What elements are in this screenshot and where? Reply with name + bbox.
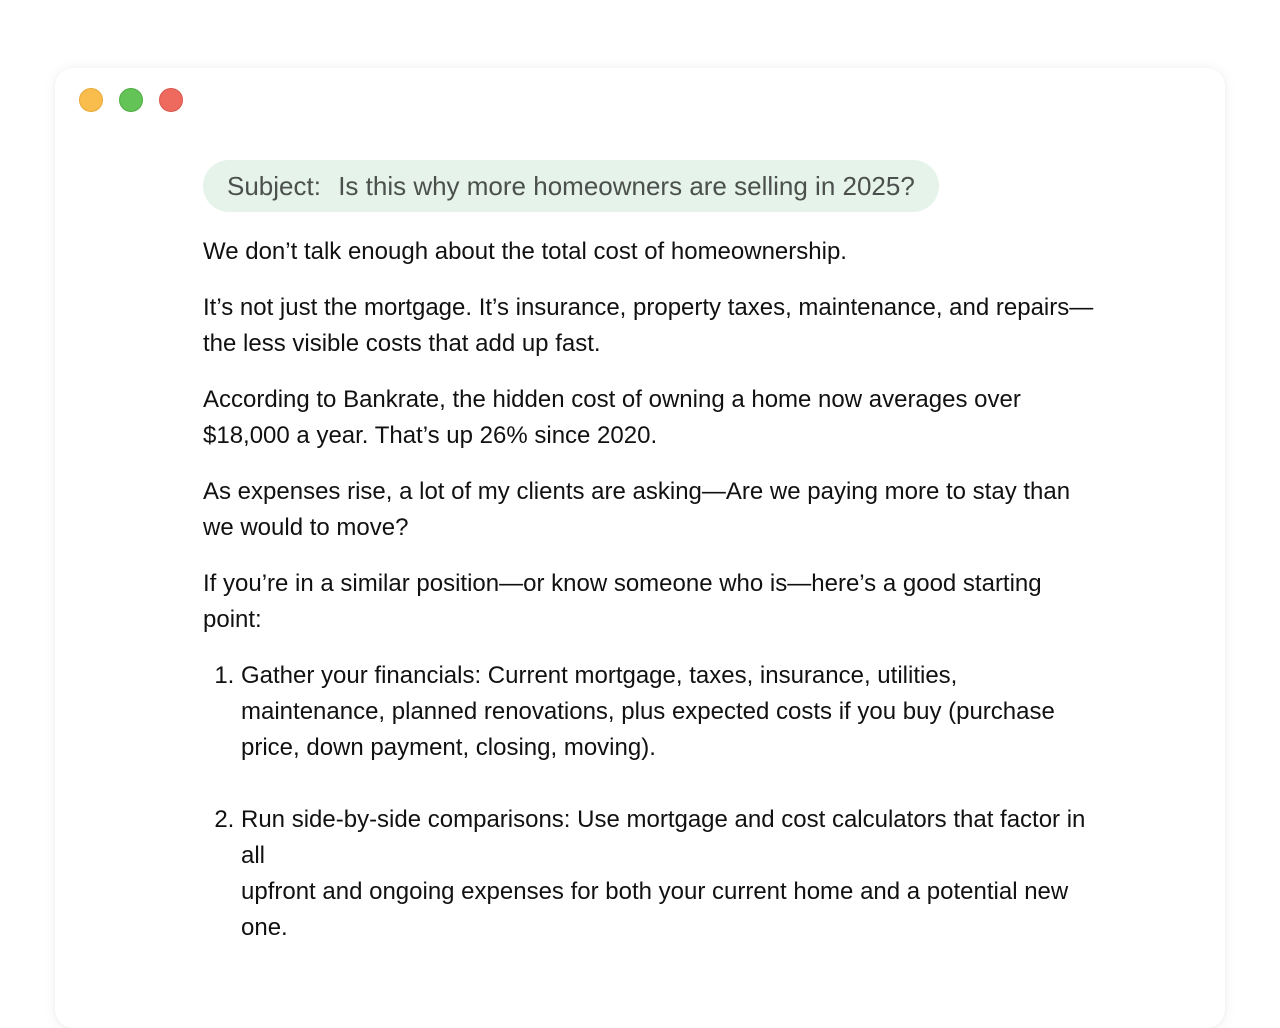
subject-pill: [203, 160, 939, 212]
step-text-line: 2. Run side-by-side comparisons: Use mortgage and cost calculators that factor in all: [241, 806, 1086, 869]
step-text-line: upfront and ongoing expenses for both your current home and a potential new one.: [241, 878, 1069, 941]
paragraph: According to Bankrate, the hidden cost of owning a home now averages over $18,000 a year. That’s up 26% since 2020.: [203, 386, 1021, 449]
close-button[interactable]: [159, 88, 183, 112]
email-body: [203, 160, 1103, 982]
list-item: [241, 802, 1103, 946]
paragraph: If you’re in a similar position—or know someone who is—here’s a good starting point:: [203, 570, 1042, 633]
minimize-button[interactable]: [79, 88, 103, 112]
zoom-button[interactable]: [119, 88, 143, 112]
paragraph: As expenses rise, a lot of my clients are asking—Are we paying more to stay than we would to move?: [203, 478, 1071, 541]
subject-text: Is this why more homeowners are selling in 2025?: [338, 171, 915, 201]
paragraph: It’s not just the mortgage. It’s insurance, property taxes, maintenance, and repairs—the less visible costs that add up fast.: [203, 294, 1094, 357]
subject-label: Subject:: [227, 171, 321, 201]
window-controls: [79, 88, 183, 112]
email-window: [55, 68, 1225, 1028]
step-text: Gather your financials: Current mortgage, taxes, insurance, utilities, maintenance, planned renovations, plus expected costs if you buy (purchase price, down payment, closing, moving).: [241, 662, 1055, 761]
steps-list: [203, 658, 1103, 946]
paragraph: We don’t talk enough about the total cost of homeownership.: [203, 238, 847, 265]
list-item: [241, 658, 1103, 766]
